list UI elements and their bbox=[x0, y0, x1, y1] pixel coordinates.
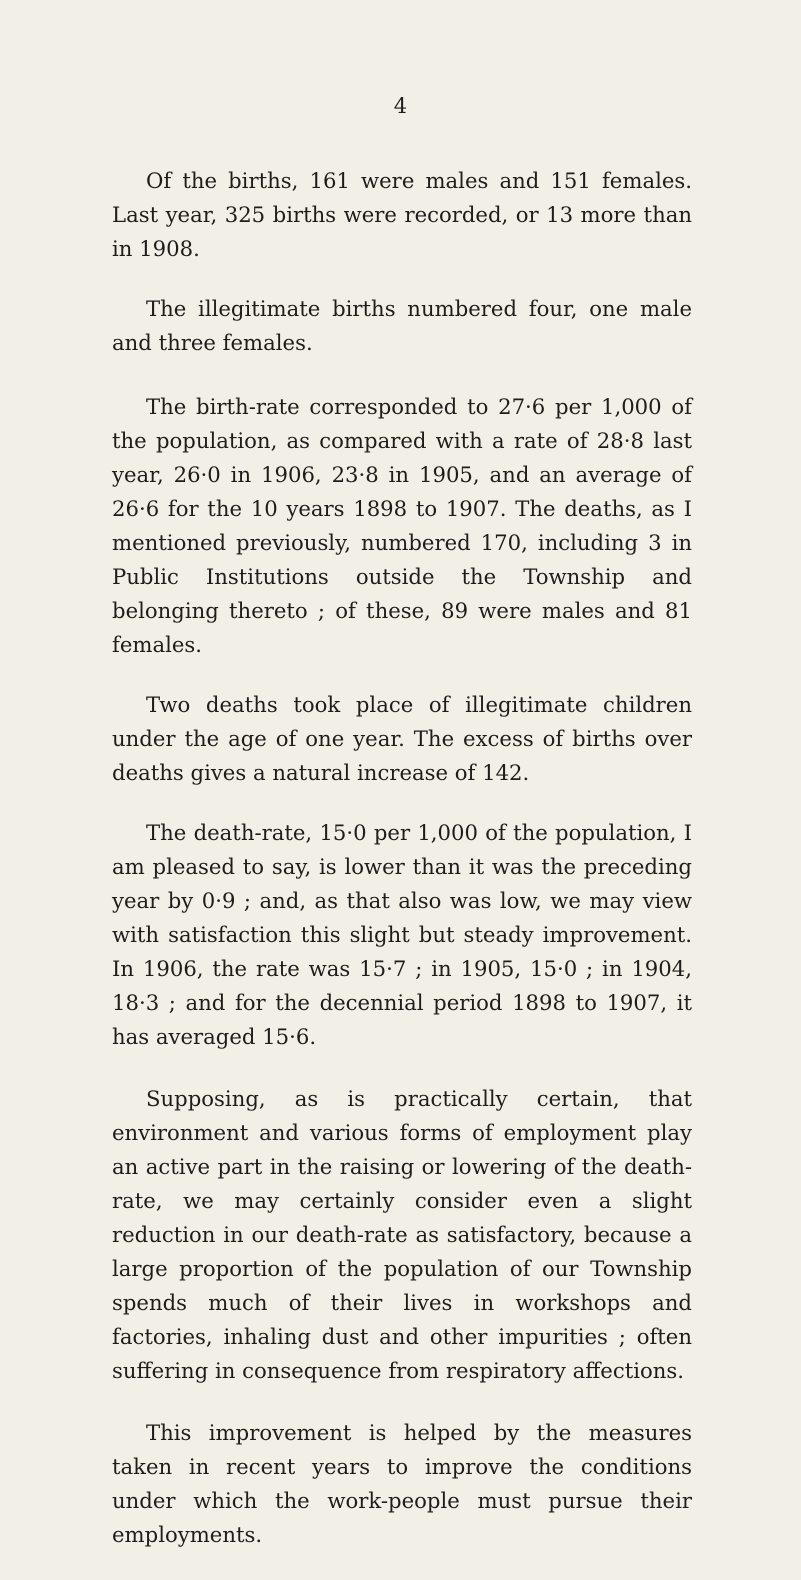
paragraph-birth-rate-and-deaths: The birth-rate corresponded to 27·6 per 1,000 of the population, as compared with a rate of 28·8 last year, 26·0 in 1906, 23·8 in 1905, and an average of 26·6 for the 10 years 1898 to 1907. The deaths, as I mentioned previously, numbered 170, including 3 in Public Institutions outside the Township and belonging thereto ; of these, 89 were males and 81 females. bbox=[112, 394, 692, 657]
paragraph-death-rate: The death-rate, 15·0 per 1,000 of the population, I am pleased to say, is lower than it was the preceding year by 0·9 ; and, as that also was low, we may view with satisfaction this slight but steady improvement. In 1906, the rate was 15·7 ; in 1905, 15·0 ; in 1904, 18·3 ; and for the decennial period 1898 to 1907, it has averaged 15·6. bbox=[112, 820, 692, 1049]
paragraph-illegitimate-deaths: Two deaths took place of illegitimate children under the age of one year. The excess of births over deaths gives a natural increase of 142. bbox=[112, 692, 692, 785]
paragraph-improvement-measures: This improvement is helped by the measures taken in recent years to improve the conditions under which the work-people must pursue their employments. bbox=[112, 1420, 692, 1547]
paragraph-illegitimate-births: The illegitimate births numbered four, one male and three females. bbox=[112, 296, 692, 355]
document-body bbox=[112, 164, 692, 1580]
paragraph-environment-employment: Supposing, as is practically certain, that environment and various forms of employment play an active part in the raising or lowering of the death-rate, we may certainly consider even a slight reduction in our death-rate as satisfactory, because a large proportion of the population of our Township spends much of their lives in workshops and factories, inhaling dust and other impurities ; often suffering in consequence from respiratory affections. bbox=[112, 1086, 692, 1383]
paragraph-births: Of the births, 161 were males and 151 females. Last year, 325 births were recorded, or 13 more than in 1908. bbox=[112, 168, 692, 261]
page-number: 4 bbox=[393, 94, 408, 118]
